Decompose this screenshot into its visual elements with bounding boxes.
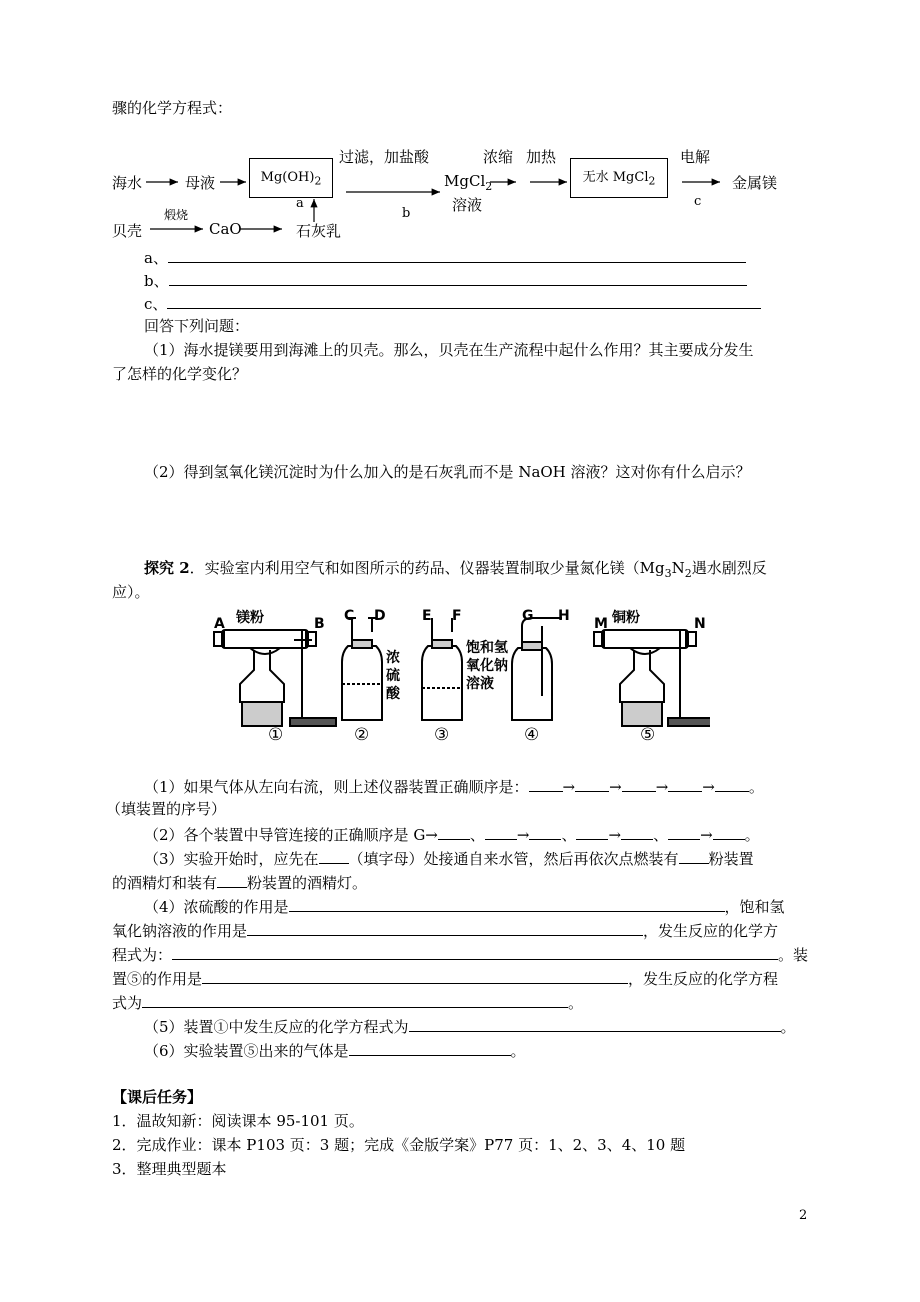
q-5 xyxy=(144,1015,796,1037)
q4a-text: （4）浓硫酸的作用是 xyxy=(144,898,289,916)
q3-blank-1[interactable] xyxy=(319,847,349,864)
calcine-label: 煅烧 xyxy=(164,208,189,222)
naoh-2: 氧化钠 xyxy=(466,658,508,674)
letter-D: D xyxy=(374,608,386,624)
homework-title: 【课后任务】 xyxy=(112,1088,203,1106)
q-4e xyxy=(112,991,583,1013)
solution-label: 溶液 xyxy=(452,196,483,214)
q5-text: （5）装置①中发生反应的化学方程式为 xyxy=(144,1018,409,1036)
q4-blank-4[interactable] xyxy=(202,967,628,984)
q6-text: （6）实验装置⑤出来的气体是 xyxy=(144,1042,349,1060)
sep-2: 、 xyxy=(561,826,577,844)
q4-blank-2[interactable] xyxy=(247,919,643,936)
q2-blank-7[interactable] xyxy=(713,823,745,840)
seawater-label: 海水 xyxy=(112,174,143,192)
label-a: a xyxy=(296,196,304,211)
q1-blank-4[interactable] xyxy=(668,775,702,792)
q4e-text: 程式为： xyxy=(112,946,173,964)
q3-blank-2[interactable] xyxy=(679,847,709,864)
electrolysis-label: 电解 xyxy=(680,148,711,166)
conc-acid-3: 酸 xyxy=(386,686,400,702)
conc-acid-2: 硫 xyxy=(386,668,400,684)
q3d-text: 的酒精灯和装有 xyxy=(112,874,218,892)
q-4c xyxy=(112,943,808,965)
q3a-text: （3）实验开始时，应先在 xyxy=(144,850,319,868)
apparatus-diagram xyxy=(210,606,710,744)
q1-end: 。 xyxy=(748,778,764,796)
metal-mg-label: 金属镁 xyxy=(732,174,778,192)
q3e-text: 粉装置的酒精灯。 xyxy=(247,874,368,892)
apparatus-2 xyxy=(342,618,382,720)
naoh-1: 饱和氢 xyxy=(466,640,508,656)
letter-H: H xyxy=(558,608,570,624)
explore-2-line2: 应）。 xyxy=(112,583,150,601)
apparatus-4 xyxy=(512,618,562,720)
answer-line-b xyxy=(144,269,747,291)
q4h-text: ，发生反应的化学方程 xyxy=(628,970,779,988)
letter-C: C xyxy=(344,608,355,624)
answer-c-blank[interactable] xyxy=(167,292,761,309)
letter-B: B xyxy=(314,616,325,632)
q4g-text: 置⑤的作用是 xyxy=(112,970,203,988)
mgcl2-text: MgCl xyxy=(444,172,486,190)
q4-end: 。 xyxy=(568,994,584,1012)
q2-text: （2）各个装置中导管连接的正确顺序是 G→ xyxy=(144,826,438,844)
apparatus-5 xyxy=(594,630,710,726)
apparatus-3 xyxy=(422,618,462,720)
q4i-text: 式为 xyxy=(112,994,143,1012)
lime-milk-label: 石灰乳 xyxy=(296,222,342,240)
q4f-text: 。装 xyxy=(778,946,809,964)
question-1-line2: 了怎样的化学变化？ xyxy=(112,365,248,383)
q2-arrow-1: → xyxy=(516,826,530,844)
number-3: ③ xyxy=(434,725,450,744)
arrow-3: → xyxy=(655,778,669,796)
arrow-1: → xyxy=(562,778,576,796)
q-6 xyxy=(144,1039,526,1061)
answer-prompt: 回答下列问题： xyxy=(144,317,250,335)
q-1b: （填装置的序号） xyxy=(106,800,227,818)
concentrate-label: 浓缩 xyxy=(483,148,514,166)
conc-acid-1: 浓 xyxy=(386,650,400,666)
arrow-2: → xyxy=(609,778,622,796)
naoh-3: 溶液 xyxy=(466,676,494,692)
q6-end: 。 xyxy=(510,1042,526,1060)
q6-blank[interactable] xyxy=(349,1039,511,1056)
intro-text: 骤的化学方程式： xyxy=(112,99,233,117)
explore-2-line1 xyxy=(144,558,767,584)
flow-arrows xyxy=(0,0,920,260)
q-4b xyxy=(112,919,778,941)
answer-b-label: b、 xyxy=(144,272,169,290)
arrow-4: → xyxy=(702,778,715,796)
shell-label: 贝壳 xyxy=(112,222,143,240)
sep-1: 、 xyxy=(469,826,485,844)
page-number: 2 xyxy=(799,1208,808,1223)
q1-blank-1[interactable] xyxy=(529,775,563,792)
homework-item-2: 2．完成作业：课本 P103 页：3 题；完成《金版学案》P77 页：1、2、3、4、10 题 xyxy=(112,1136,686,1154)
number-2: ② xyxy=(354,725,370,744)
q4b-text: ，饱和氢 xyxy=(724,898,785,916)
number-1: ① xyxy=(268,725,284,744)
q4-blank-3[interactable] xyxy=(172,943,778,960)
q2-blank-2[interactable] xyxy=(485,823,517,840)
q3c-text: 粉装置 xyxy=(708,850,754,868)
mother-liquor-label: 母液 xyxy=(185,174,216,192)
homework-item-1: 1．温故知新：阅读课本 95-101 页。 xyxy=(112,1112,364,1130)
explore-2-text1: ．实验室内利用空气和如图所示的药品、仪器装置制取少量氮化镁（Mg xyxy=(189,559,665,577)
q-4d xyxy=(112,967,778,989)
letter-A: A xyxy=(214,616,225,632)
q2-blank-6[interactable] xyxy=(668,823,700,840)
q1-blank-5[interactable] xyxy=(715,775,749,792)
q-1a xyxy=(144,775,764,797)
anhydrous-text: 无水 MgCl xyxy=(582,170,649,185)
q4-blank-1[interactable] xyxy=(289,895,725,912)
letter-N: N xyxy=(694,616,706,632)
cao-label: CaO xyxy=(209,220,242,238)
q2-blank-3[interactable] xyxy=(529,823,561,840)
explore-sub2: 2 xyxy=(684,567,692,580)
explore-2-text2: 遇水剧烈反 xyxy=(691,559,767,577)
q2-blank-1[interactable] xyxy=(438,823,470,840)
mgoh2-text: Mg(OH) xyxy=(260,170,315,185)
mgcl2-sub: 2 xyxy=(485,180,493,193)
answer-a-blank[interactable] xyxy=(168,246,746,263)
q2-blank-5[interactable] xyxy=(621,823,653,840)
homework-item-3: 3．整理典型题本 xyxy=(112,1160,227,1178)
cu-powder-label: 铜粉 xyxy=(612,610,640,626)
q-3b xyxy=(112,871,367,893)
answer-b-blank[interactable] xyxy=(169,269,747,286)
q-3a xyxy=(144,847,754,869)
letter-M: M xyxy=(594,616,608,632)
q1-blank-2[interactable] xyxy=(575,775,609,792)
filter-acid-label: 过滤，加盐酸 xyxy=(339,148,430,166)
apparatus-1 xyxy=(214,630,336,726)
q5-end: 。 xyxy=(780,1018,796,1036)
q2-arrow-3: → xyxy=(700,826,713,844)
explore-2-title: 探究 2 xyxy=(144,559,190,577)
q2-end: 。 xyxy=(744,826,760,844)
question-2: （2）得到氢氧化镁沉淀时为什么加入的是石灰乳而不是 NaOH 溶液？这对你有什么启示？ xyxy=(144,463,751,481)
q2-blank-4[interactable] xyxy=(576,823,608,840)
answer-c-label: c、 xyxy=(144,295,168,313)
q1-blank-3[interactable] xyxy=(622,775,656,792)
explore-sub3: 3 xyxy=(664,567,672,580)
label-c: c xyxy=(694,194,702,209)
heat-label: 加热 xyxy=(526,148,557,166)
answer-a-label: a、 xyxy=(144,249,168,267)
number-4: ④ xyxy=(524,725,540,744)
answer-line-c xyxy=(144,292,761,314)
number-5: ⑤ xyxy=(640,725,656,744)
letter-E: E xyxy=(422,608,432,624)
q4d-text: ，发生反应的化学方 xyxy=(643,922,779,940)
sep-3: 、 xyxy=(653,826,669,844)
q3-blank-3[interactable] xyxy=(217,871,247,888)
q3b-text: （填字母）处接通自来水管，然后再依次点燃装有 xyxy=(348,850,679,868)
answer-line-a xyxy=(144,246,746,268)
letter-F: F xyxy=(452,608,462,624)
anhydrous-sub: 2 xyxy=(648,174,656,188)
q4-blank-5[interactable] xyxy=(142,991,568,1008)
q4c-text: 氧化钠溶液的作用是 xyxy=(112,922,248,940)
letter-G: G xyxy=(522,608,534,624)
question-1-line1: （1）海水提镁要用到海滩上的贝壳。那么，贝壳在生产流程中起什么作用？其主要成分发生 xyxy=(144,341,754,359)
mg-powder-label: 镁粉 xyxy=(236,610,264,626)
q2-arrow-2: → xyxy=(608,826,622,844)
mgoh2-sub: 2 xyxy=(314,174,322,188)
q5-blank[interactable] xyxy=(409,1015,781,1032)
q-4a xyxy=(144,895,785,917)
explore-n: N xyxy=(671,559,685,577)
q-2 xyxy=(144,823,760,845)
q1a-text: （1）如果气体从左向右流，则上述仪器装置正确顺序是： xyxy=(144,778,529,796)
label-b: b xyxy=(402,206,411,221)
